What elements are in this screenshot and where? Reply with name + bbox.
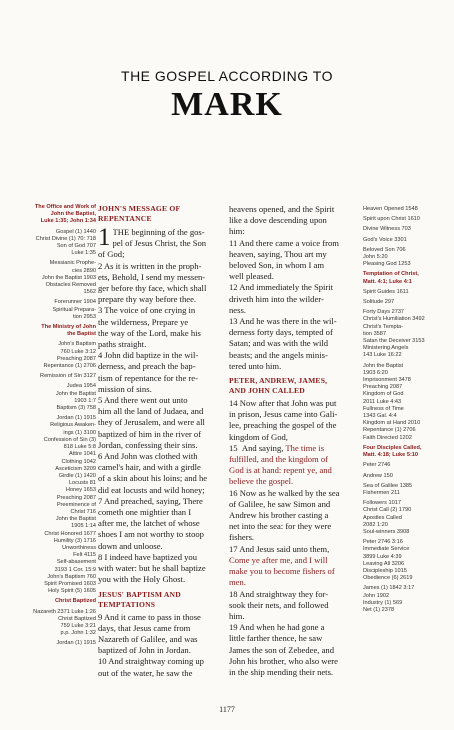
verse-line: well pleased. (229, 271, 274, 282)
topic-reference (363, 585, 453, 614)
section-reference (4, 204, 96, 226)
reference-line: Christ Baptized (58, 615, 96, 622)
section-reference (4, 324, 96, 338)
verse-line: 11 And there came a voice from (229, 237, 339, 248)
verse-line: with water: but he shall baptize (98, 563, 206, 574)
verse-line: beloved Son, in whom I am (229, 260, 324, 271)
section-heading-disciples-called: PETER, ANDREW, JAMES, AND JOHN CALLED (229, 376, 328, 396)
words-of-jesus: men. (229, 577, 246, 588)
reference-line: Industry (1) 569 (363, 599, 403, 606)
topic-reference (363, 363, 453, 442)
reference-line: Discipleship 1015 (363, 567, 407, 574)
verse-line: derness, and preach the bap- (98, 361, 196, 372)
reference-line: Leaving All 3206 (363, 560, 405, 567)
reference-line: John the Baptist 1903 (41, 274, 96, 281)
reference-line: The Office and Work of (34, 204, 96, 210)
drop-cap: 1 (98, 224, 111, 251)
reference-line: Spirit upon Christ 1610 (363, 216, 420, 223)
verse-line: baptized of John in Jordan. (98, 645, 191, 656)
reference-line: Spirit Promised 1603 (44, 580, 96, 587)
reference-line: John the Baptist, (50, 211, 96, 218)
verse-line: the way of the Lord, make his (98, 327, 201, 338)
reference-line: 760 Luke 3:12 (60, 348, 96, 355)
verse-line: like a dove descending upon (229, 215, 327, 226)
verse-line: 7 And preached, saying, There (98, 495, 203, 506)
reference-line: Forty Days 2737 (363, 309, 405, 316)
verse-line: the wilderness, Prepare ye (98, 316, 189, 327)
reference-line: Honey 1653 (65, 487, 96, 494)
reference-line: Forerunner 1904 (54, 299, 96, 306)
reference-line: Girdle (1) 1420 (58, 472, 96, 479)
reference-line: Obedience (6) 2619 (363, 575, 413, 582)
verse-line: 5 And there went out unto (98, 395, 188, 406)
reference-line: 1905 1:14 (71, 523, 96, 530)
verse-line: 6 And John was clothed with (98, 451, 198, 462)
reference-line: Confession of Sin (3) (43, 436, 96, 443)
reference-line: Christ Call (2) 1790 (363, 507, 412, 514)
reference-line: John 5:20 (363, 254, 388, 261)
verses-14-19: 14 Now after that John was put in prison, Jesus came into Gali- lee, preaching the gospel of the kingdom of God, 15 And saying, The time is fulfilled, and the kingdom of God is at hand: repent ye, and believe the gospel. 16 Now as he walked by the sea of Galilee, he saw Simon and Andrew his brother casting a net into the sea: for they were fishers. 17 And Jesus said unto them, Come ye after me, and I will make you to become fishers of men. 18 And straightway they for- sook their nets, and followed him. 19 And when he had gone a little farther thence, he saw James the son of Zebedee, and John his brother, who also were in the ship mending their nets. (229, 398, 360, 678)
verse-line: they of Jerusalem, and were all (98, 417, 205, 428)
verse-line: days, that Jesus came from (98, 622, 191, 633)
topic-reference (4, 229, 96, 258)
reference-line: Four Disciples Called, (363, 444, 422, 451)
reference-line: Christ's Humiliation 3492 (363, 316, 425, 323)
header-subtitle: THE GOSPEL ACCORDING TO (121, 68, 333, 84)
verse-line: mission of sins. (98, 383, 152, 394)
words-of-jesus: believe the gospel. (229, 476, 294, 487)
reference-line: John the Baptist (55, 516, 96, 523)
reference-line: James (1) 1842 3:17 (363, 585, 415, 592)
topic-reference (4, 260, 96, 296)
reference-line: Luke 1:35; John 1:34 (40, 218, 96, 225)
reference-line: Felt 4115 (73, 552, 96, 559)
reference-line: Holy Spirit (5) 1605 (48, 588, 96, 595)
reference-line: Faith Directed 1202 (363, 434, 412, 441)
reference-line: Net (1) 2378 (363, 606, 395, 613)
reference-line: Solitude 297 (363, 299, 395, 306)
reference-line: 3899 Luke 4:39 (363, 553, 402, 560)
reference-line: Matt. 4:18; Luke 5:10 (363, 452, 419, 459)
right-margin-references (363, 206, 453, 617)
verse-line: 3 The voice of one crying in (98, 305, 196, 316)
reference-line: Preaching 2087 (56, 494, 96, 501)
reference-line: Nazareth 2371 Luke 1:26 (33, 608, 96, 615)
reference-line: Beloved Son 706 (363, 246, 406, 253)
reference-line: Spiritual Prepara- (52, 306, 96, 313)
verse-line: ness. (229, 304, 246, 315)
reference-line: Fullness of Time (363, 405, 404, 412)
verse-line: Nazareth of Galilee, and was (98, 633, 198, 644)
reference-line: 818 Luke 5:8 (63, 444, 96, 451)
reference-line: John the Baptist (55, 390, 96, 397)
reference-line: Imprisonment 3478 (363, 377, 411, 384)
text-column-left (98, 204, 226, 679)
section-reference (4, 598, 96, 605)
verse-line: of a skin about his loins; and he (98, 473, 208, 484)
verse-line: tism of repentance for the re- (98, 372, 198, 383)
reference-line: Humility (3) 1716 (53, 537, 96, 544)
reference-line: tion 2953 (72, 313, 96, 320)
reference-line: Sea of Galilee 1385 (363, 482, 413, 489)
words-of-jesus: The time is (285, 442, 325, 453)
reference-line: Peter 2746 (363, 462, 391, 469)
reference-line: tion 3587 (363, 330, 387, 337)
topic-reference (363, 206, 453, 213)
topic-reference (363, 500, 453, 536)
reference-line: Kingdom at Hand 2010 (363, 420, 421, 427)
reference-line: Self-abasement (56, 559, 96, 566)
topic-reference (4, 609, 96, 638)
reference-line: 1903 1:7 (74, 397, 96, 404)
section-reference (363, 271, 453, 285)
verse-line: heaven, saying, Thou art my (229, 248, 327, 259)
reference-line: Remission of Sin 3127 (40, 373, 96, 380)
verse-line: him: (229, 226, 245, 237)
reference-line: p.p. John 1:32 (60, 630, 96, 637)
reference-line: Divine Witness 703 (363, 226, 411, 233)
verse-line: 9 And it came to pass in those (98, 611, 201, 622)
reference-line: Judea 1954 (66, 383, 96, 390)
reference-line: Christ Baptized (54, 598, 96, 605)
reference-line: Preaching 2087 (56, 355, 96, 362)
verse-line: camel's hair, and with a girdle (98, 462, 201, 473)
reference-line: Andrew 150 (363, 472, 393, 479)
reference-line: Preaching 2087 (363, 384, 403, 391)
reference-line: Peter 2746 3:16 (363, 539, 403, 546)
topic-reference (4, 299, 96, 321)
reference-line: Clothing 1042 (61, 458, 96, 465)
text-column-right (229, 204, 360, 678)
reference-line: the Baptist (67, 331, 96, 338)
reference-line: Christ Divine (1) 70: 718 (35, 235, 96, 242)
topic-reference (363, 226, 453, 233)
section-heading-johns-message: JOHN'S MESSAGE OF REPENTANCE (98, 204, 181, 223)
verse-line: driveth him into the wilder- (229, 293, 324, 304)
verse-line: cometh one mightier than I (98, 507, 192, 518)
section-heading-jesus-baptism: JESUS' BAPTISM AND TEMPTATIONS (98, 589, 181, 609)
verse-line: 2 As it is written in the proph- (98, 260, 202, 271)
reference-line: John's Baptism 760 (47, 573, 96, 580)
reference-line: Christ 716 (70, 508, 96, 515)
verse-line: down and unloose. (98, 540, 163, 551)
verse-line: you with the Holy Ghost. (98, 574, 186, 585)
topic-reference (4, 415, 96, 595)
verse-line: 8 I indeed have baptized you (98, 551, 198, 562)
reference-line: Repentance (1) 2706 (43, 363, 96, 370)
reference-line: Attire 1041 (68, 451, 96, 458)
reference-line: Baptism (3) 758 (56, 405, 96, 412)
reference-line: 1562 (83, 289, 96, 296)
verse-1: 1 THE beginning of the gos- pel of Jesus Christ, the Son of God; (98, 224, 207, 260)
topic-reference (4, 640, 96, 647)
reference-line: 2011 Luke 4:43 (363, 398, 402, 405)
page-number: 1177 (219, 705, 235, 714)
reference-line: Satan the Deceiver 3153 (363, 338, 425, 345)
reference-line: Repentance (1) 2706 (363, 427, 416, 434)
reference-line: The Ministry of John (41, 324, 96, 331)
verse-line: Jordan, confessing their sins. (98, 439, 198, 450)
reference-line: ings (1) 3100 (63, 429, 96, 436)
verse-line: out of the water, he saw the (98, 667, 193, 678)
verse-line: paths straight. (98, 339, 147, 350)
reference-line: 3193 1 Cor. 15:9 (54, 566, 96, 573)
topic-reference (363, 289, 453, 296)
topic-reference (363, 247, 453, 269)
reference-line: John the Baptist (363, 362, 404, 369)
reference-line: cies 2890 (72, 267, 96, 274)
verses-2-8 (98, 261, 226, 586)
reference-line: Locusts 81 (68, 480, 96, 487)
reference-line: Followers 1017 (363, 500, 401, 507)
reference-line: Gospel (1) 1440 (55, 228, 96, 235)
topic-reference (363, 539, 453, 582)
verse-line: did eat locusts and wild honey; (98, 484, 205, 495)
topic-reference (363, 483, 453, 497)
reference-line: Obstacles Removed (45, 282, 96, 289)
verse-line: ets, Behold, I send my messen- (98, 271, 206, 282)
reference-line: Religious Awaken- (50, 422, 96, 429)
verse-line: 12 And immediately the Spirit (229, 282, 334, 293)
reference-line: Temptation of Christ, (363, 271, 419, 278)
verse-line: derness forty days, tempted of (229, 327, 333, 338)
words-of-jesus: Come ye after me, and I will (229, 554, 328, 565)
reference-line: Christ Honored 1677 (44, 530, 96, 537)
reference-line: Preeminence of (56, 501, 96, 508)
topic-reference (363, 462, 453, 469)
topic-reference (363, 216, 453, 223)
reference-line: Christ's Tempta- (363, 323, 404, 330)
verse-line: beasts; and the angels minis- (229, 349, 328, 360)
reference-line: John 1902 (363, 592, 390, 599)
reference-line: Soul-winners 3908 (363, 528, 410, 535)
words-of-jesus: make you to become fishers of (229, 566, 335, 577)
reference-line: Fishermen 211 (363, 489, 400, 496)
verse-line: prepare thy way before thee. (98, 294, 197, 305)
reference-line: Apostles Called (363, 514, 402, 521)
verse-line: shoes I am not worthy to stoop (98, 529, 204, 540)
reference-line: John's Baptism (58, 341, 96, 348)
verse-line: after me, the latchet of whose (98, 518, 200, 529)
topic-reference (363, 309, 453, 359)
verses-10-13 (229, 204, 360, 372)
reference-line: Ministering Angels (363, 345, 409, 352)
verse-line: him all the land of Judaea, and (98, 406, 204, 417)
words-of-jesus: God is at hand: repent ye, and (229, 465, 332, 476)
reference-line: 1343 Gal. 4:4 (363, 413, 397, 420)
verse-line: baptized of him in the river of (98, 428, 202, 439)
section-reference (363, 445, 453, 459)
reference-line: Luke 1:35 (71, 250, 96, 257)
topic-reference (363, 473, 453, 480)
verse-line: tered unto him. (229, 360, 282, 371)
reference-line: Heaven Opened 1548 (363, 206, 418, 212)
reference-line: 143 Luke 16:22 (363, 352, 402, 359)
verse-line: Satan; and was with the wild (229, 338, 329, 349)
verse-line: ger before thy face, which shall (98, 283, 207, 294)
reference-line: Pleasing God 1253 (363, 261, 411, 268)
reference-line: Jordan (1) 1915 (56, 415, 96, 422)
reference-line: 759 Luke 3:21 (60, 622, 96, 629)
reference-line: Messianic Prophe- (49, 260, 96, 267)
reference-line: Asceticism 3209 (55, 465, 96, 472)
verses-9-10 (98, 612, 226, 679)
reference-line: Son of God 707 (56, 243, 96, 250)
topic-reference (4, 373, 96, 380)
verse-line: heavens opened, and the Spirit (229, 204, 335, 214)
reference-line: 1903 6:20 (363, 369, 388, 376)
reference-line: Unworthiness (62, 544, 96, 551)
reference-line: Jordan (1) 1915 (56, 640, 96, 647)
left-margin-references (4, 204, 96, 651)
topic-reference (363, 237, 453, 244)
book-title: MARK (171, 86, 283, 123)
topic-reference (4, 341, 96, 370)
topic-reference (363, 299, 453, 306)
topic-reference (4, 383, 96, 412)
verse-line: 4 John did baptize in the wil- (98, 350, 199, 361)
verse-line: 10 And straightway coming up (98, 656, 204, 667)
reference-line: God's Voice 3301 (363, 236, 407, 243)
verse-line: 13 And he was there in the wil- (229, 316, 337, 327)
reference-line: 2082 1:20 (363, 521, 388, 528)
reference-line: Immediate Service (363, 546, 410, 553)
words-of-jesus: fulfilled, and the kingdom of (229, 454, 329, 465)
reference-line: Matt. 4:1; Luke 4:1 (363, 278, 412, 285)
reference-line: Spirit Guides 1611 (363, 288, 409, 295)
reference-line: Kingdom of God (363, 391, 404, 398)
